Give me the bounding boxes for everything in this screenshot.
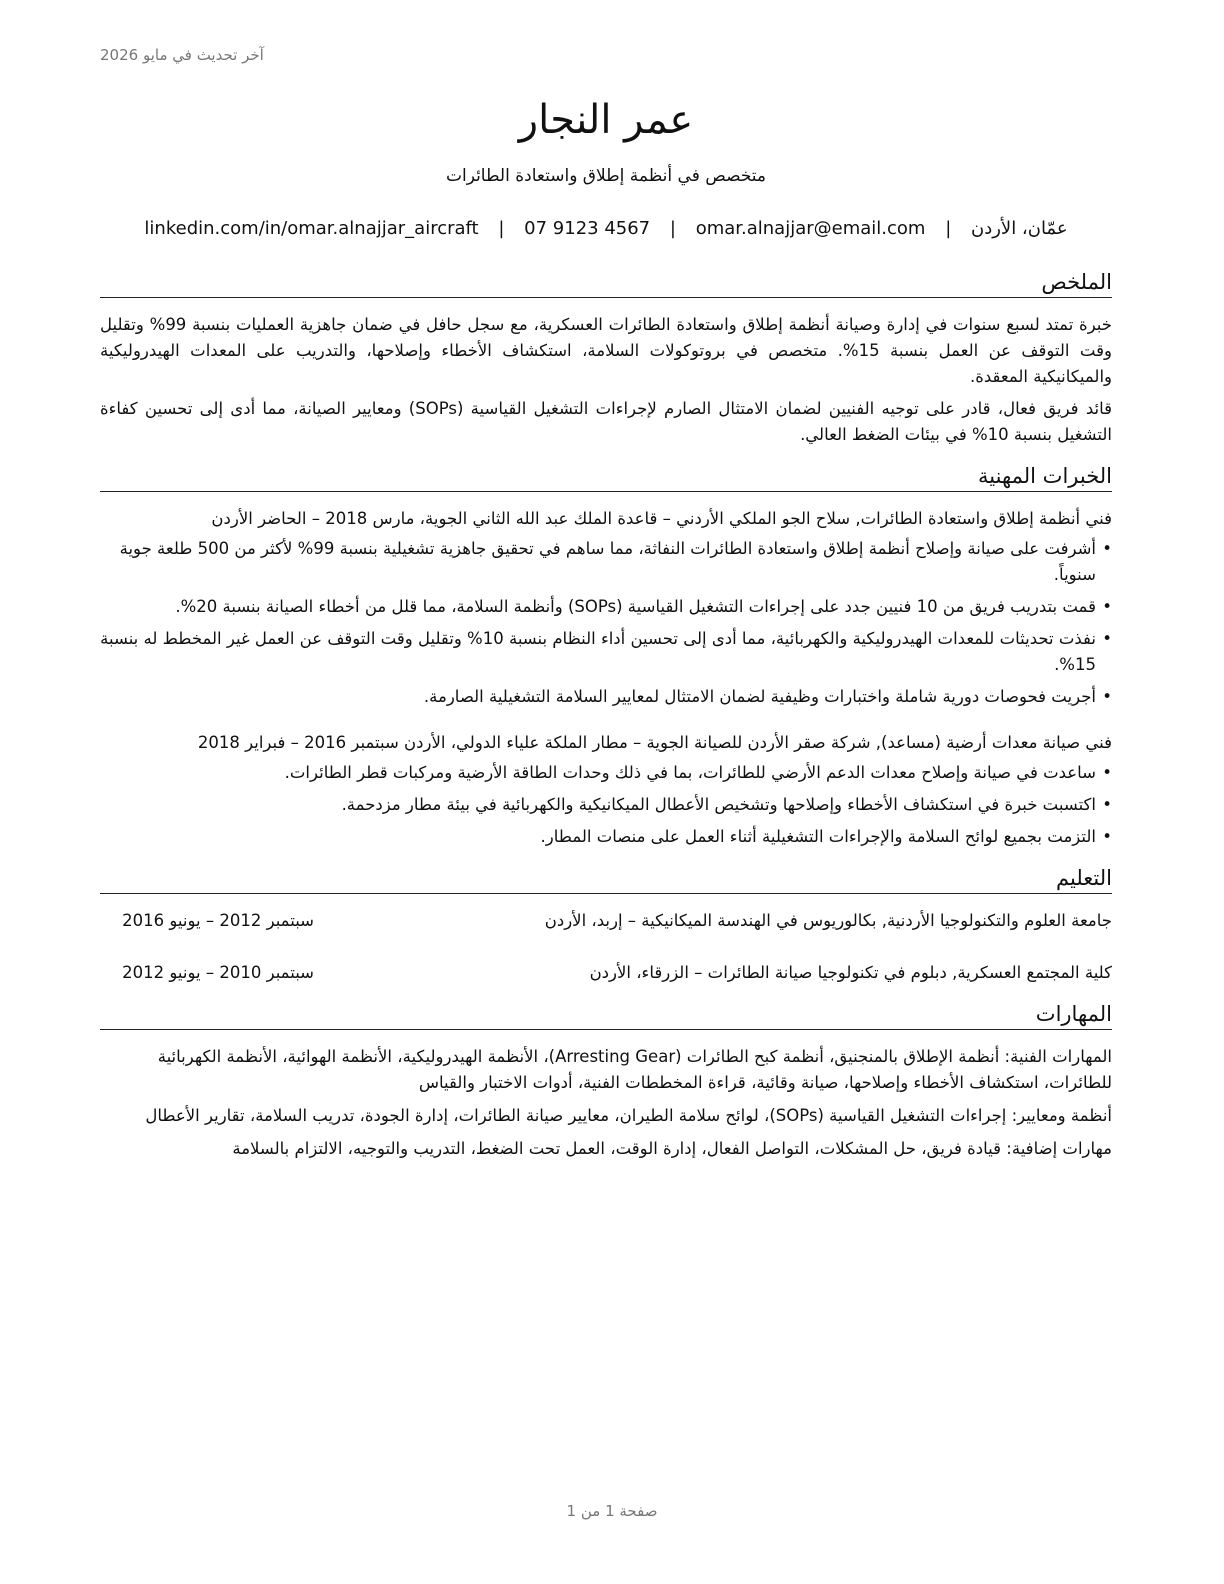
contact-phone[interactable]: 07 9123 4567 [524, 218, 651, 239]
job-bullet: • أجريت فحوصات دورية شاملة واختبارات وظيفية لضمان الامتثال لمعايير السلامة التشغيلية الصارمة. [100, 684, 1112, 710]
skills-heading: المهارات [100, 1000, 1112, 1030]
contact-separator: | [669, 218, 676, 239]
job-bullet: • قمت بتدريب فريق من 10 فنيين جدد على إجراءات التشغيل القياسية (SOPs) وأنظمة السلامة، مما قلل من أخطاء الصيانة بنسبة 20%. [100, 594, 1112, 620]
education-date: سبتمبر 2012 – يونيو 2016 [122, 911, 314, 930]
job-bullets [100, 536, 1112, 710]
education-text: كلية المجتمع العسكرية, دبلوم في تكنولوجيا صيانة الطائرات – الزرقاء، الأردن [589, 963, 1112, 982]
contact-separator: | [498, 218, 505, 239]
job-bullet: • التزمت بجميع لوائح السلامة والإجراءات التشغيلية أثناء العمل على منصات المطار. [100, 824, 1112, 850]
skills-line: مهارات إضافية: قيادة فريق، حل المشكلات، التواصل الفعال، إدارة الوقت، العمل تحت الضغط، التدريب والتوجيه، الالتزام بالسلامة [232, 1139, 1112, 1158]
education-item [100, 908, 1112, 934]
contact-separator: | [945, 218, 952, 239]
job-entry [100, 730, 1112, 850]
job-header: فني أنظمة إطلاق واستعادة الطائرات, سلاح الجو الملكي الأردني – قاعدة الملك عبد الله الثاني الجوية، مارس 2018 – الحاضر الأردن [211, 509, 1112, 528]
experience-heading: الخبرات المهنية [100, 462, 1112, 492]
education-heading: التعليم [100, 864, 1112, 894]
summary-paragraph: قائد فريق فعال، قادر على توجيه الفنيين لضمان الامتثال الصارم لإجراءات التشغيل القياسية (SOPs) ومعايير الصيانة، مما أدى إلى تحسين كفاءة التشغيل بنسبة 10% في بيئات الضغط العالي. [100, 399, 1113, 444]
job-header: فني صيانة معدات أرضية (مساعد), شركة صقر الأردن للصيانة الجوية – مطار الملكة علياء الدولي، الأردن سبتمبر 2016 – فبراير 2018 [197, 733, 1112, 752]
summary-paragraph: خبرة تمتد لسبع سنوات في إدارة وصيانة أنظمة إطلاق واستعادة الطائرات العسكرية، مع سجل حافل في ضمان جاهزية العمليات بنسبة 99% وتقليل وقت التوقف عن العمل بنسبة 15%. متخصص في بروتوكولات السلامة، استكشاف الأخطاء وإصلاحها، والتدريب على المعدات الهيدروليكية والميكانيكية المعقدة. [100, 315, 1112, 386]
skills-line: المهارات الفنية: أنظمة الإطلاق بالمنجنيق، أنظمة كبح الطائرات (Arresting Gear)، الأنظمة الهيدروليكية، الأنظمة الهوائية، الأنظمة الكهربائية للطائرات، استكشاف الأخطاء وإصلاحها، صيانة وقائية، قراءة المخططات الفنية، أدوات الاختبار والقياس [157, 1047, 1112, 1092]
skills-line: أنظمة ومعايير: إجراءات التشغيل القياسية (SOPs)، لوائح سلامة الطيران، معايير صيانة الطائرات، إدارة الجودة، تدريب السلامة، تقارير الأعطال [145, 1106, 1112, 1125]
contact-email[interactable]: omar.alnajjar@email.com [695, 218, 926, 239]
page-number: صفحة 1 من 1 [566, 1502, 658, 1520]
contact-linkedin[interactable]: linkedin.com/in/omar.alnajjar_aircraft [144, 218, 479, 239]
education-date: سبتمبر 2010 – يونيو 2012 [122, 963, 314, 982]
contact-line [100, 216, 1112, 242]
last-updated-note: آخر تحديث في مايو 2026 [100, 46, 264, 64]
job-bullet: • أشرفت على صيانة وإصلاح أنظمة إطلاق واستعادة الطائرات النفاثة، مما ساهم في تحقيق جاهزية تشغيلية بنسبة 99% لأكثر من 500 طلعة جوية سنوياً. [100, 536, 1112, 588]
education-text: جامعة العلوم والتكنولوجيا الأردنية, بكالوريوس في الهندسة الميكانيكية – إربد، الأردن [544, 911, 1112, 930]
contact-location: عمّان، الأردن [971, 218, 1068, 239]
job-bullet: • نفذت تحديثات للمعدات الهيدروليكية والكهربائية، مما أدى إلى تحسين أداء النظام بنسبة 10% وتقليل وقت التوقف عن العمل غير المخطط له بنسبة 15%. [100, 626, 1112, 678]
education-item [100, 960, 1112, 986]
job-bullet: • ساعدت في صيانة وإصلاح معدات الدعم الأرضي للطائرات، بما في ذلك وحدات الطاقة الأرضية ومركبات قطر الطائرات. [100, 760, 1112, 786]
job-bullets [100, 760, 1112, 850]
summary-heading: الملخص [100, 268, 1112, 298]
job-bullet: • اكتسبت خبرة في استكشاف الأخطاء وإصلاحها وتشخيص الأعطال الميكانيكية والكهربائية في بيئة مطار مزدحمة. [100, 792, 1112, 818]
job-entry [100, 506, 1112, 710]
candidate-title: متخصص في أنظمة إطلاق واستعادة الطائرات [445, 166, 767, 186]
candidate-name: عمر النجار [518, 97, 694, 143]
resume-page [100, 90, 1112, 1169]
